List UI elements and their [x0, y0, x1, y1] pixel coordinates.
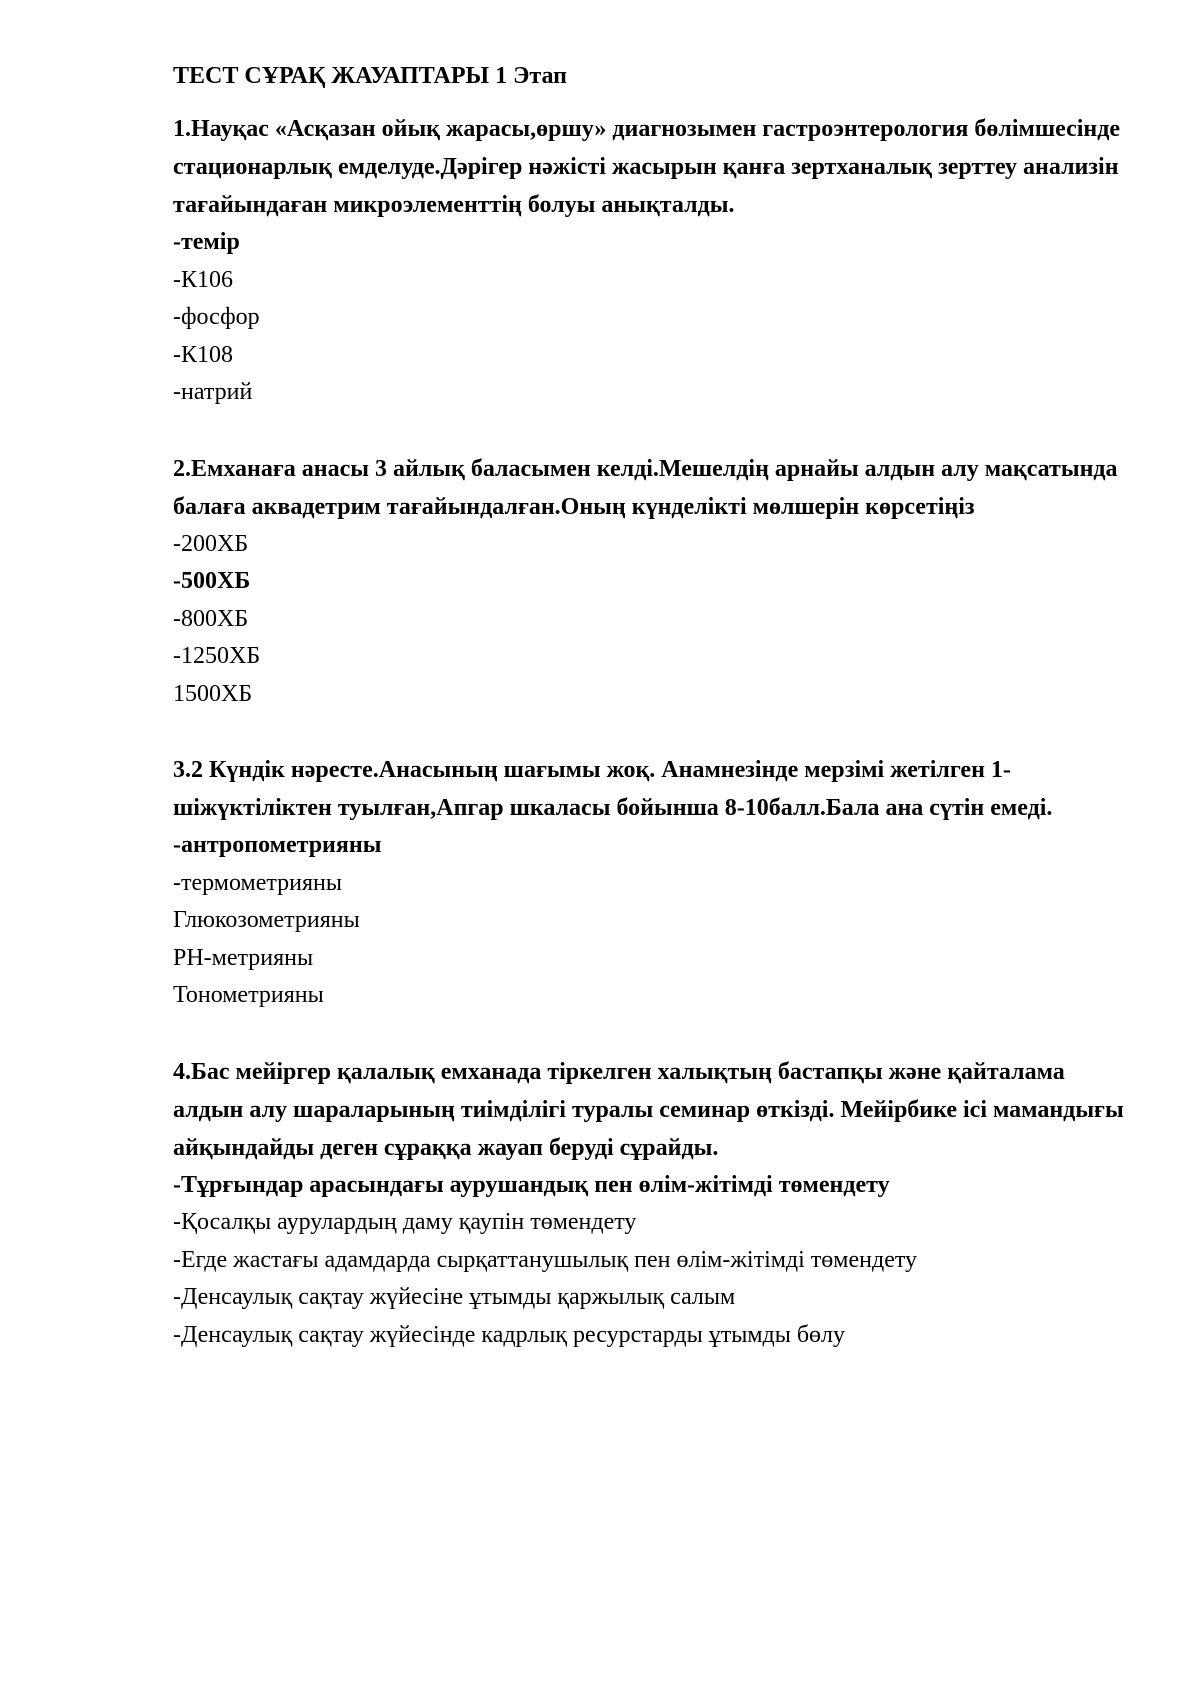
- answer-options: [173, 827, 1133, 1015]
- answer-option: -800ХБ: [173, 605, 249, 632]
- question-2: [173, 450, 1133, 714]
- answer-option: -200ХБ: [173, 530, 249, 557]
- answer-options: [173, 1167, 1133, 1355]
- answer-options: [173, 224, 1133, 412]
- answer-options: [173, 526, 1133, 714]
- answer-option: 1500ХБ: [173, 680, 253, 707]
- answer-option-correct: -антропометрияны: [173, 832, 382, 858]
- question-spacer: [173, 412, 1133, 450]
- question-text: 2.Емханаға анасы 3 айлық баласымен келді.Мешелдің арнайы алдын алу мақсатында балаға аквадетрим тағайындалған.Оның күнделікті мөлшерін көрсетіңіз: [173, 455, 1118, 520]
- answer-option: -К106: [173, 266, 233, 293]
- answer-option: -Егде жастағы адамдарда сырқаттанушылық пен өлім-жітімді төмендету: [173, 1246, 918, 1273]
- answer-option: -фосфор: [173, 304, 260, 330]
- question-4: [173, 1053, 1133, 1355]
- answer-option: Глюкозометрияны: [173, 907, 360, 933]
- question-text: 1.Науқас «Асқазан ойық жарасы,өршу» диагнозымен гастроэнтерология бөлімшесінде стационарлық емделуде.Дәрігер нәжісті жасырын қанға зертханалық зерттеу анализін тағайындаған микроэлементтің болуы анықталды.: [173, 116, 1121, 218]
- answer-option: -натрий: [173, 379, 253, 405]
- answer-option: -Қосалқы аурулардың даму қаупін төмендету: [173, 1209, 637, 1235]
- document-page: [173, 60, 1133, 1354]
- answer-option: Тонометрияны: [173, 982, 324, 1008]
- question-spacer: [173, 713, 1133, 751]
- answer-option: -Денсаулық сақтау жүйесіне ұтымды қаржылық салым: [173, 1284, 736, 1310]
- answer-option: -Денсаулық сақтау жүйесінде кадрлық ресурстарды ұтымды бөлу: [173, 1321, 846, 1348]
- question-3: [173, 751, 1133, 1015]
- answer-option: -термометрияны: [173, 869, 342, 896]
- question-text: 3.2 Күндік нәресте.Анасының шағымы жоқ. Анамнезінде мерзімі жетілген 1-шіжүктіліктен туылған,Апгар шкаласы бойынша 8-10балл.Бала ана сүтін емеді.: [173, 757, 1053, 821]
- answer-option-correct: -500ХБ: [173, 568, 251, 594]
- answer-option: -1250ХБ: [173, 643, 261, 669]
- question-spacer: [173, 1015, 1133, 1053]
- answer-option-correct: -темір: [173, 229, 240, 255]
- document-title: ТЕСТ СҰРАҚ ЖАУАПТАРЫ 1 Этап: [173, 63, 567, 89]
- answer-option: -К108: [173, 341, 233, 368]
- question-1: [173, 110, 1133, 412]
- answer-option-correct: -Тұрғындар арасындағы аурушандық пен өлім-жітімді төмендету: [173, 1171, 890, 1198]
- answer-option: РН-метрияны: [173, 944, 314, 971]
- question-text: 4.Бас мейіргер қалалық емханада тіркелген халықтың бастапқы және қайталама алдын алу шараларының тиімділігі туралы семинар өткізді. Мейірбике ісі мамандығы айқындайды деген сұраққа жауап беруді сұрайды.: [173, 1058, 1124, 1161]
